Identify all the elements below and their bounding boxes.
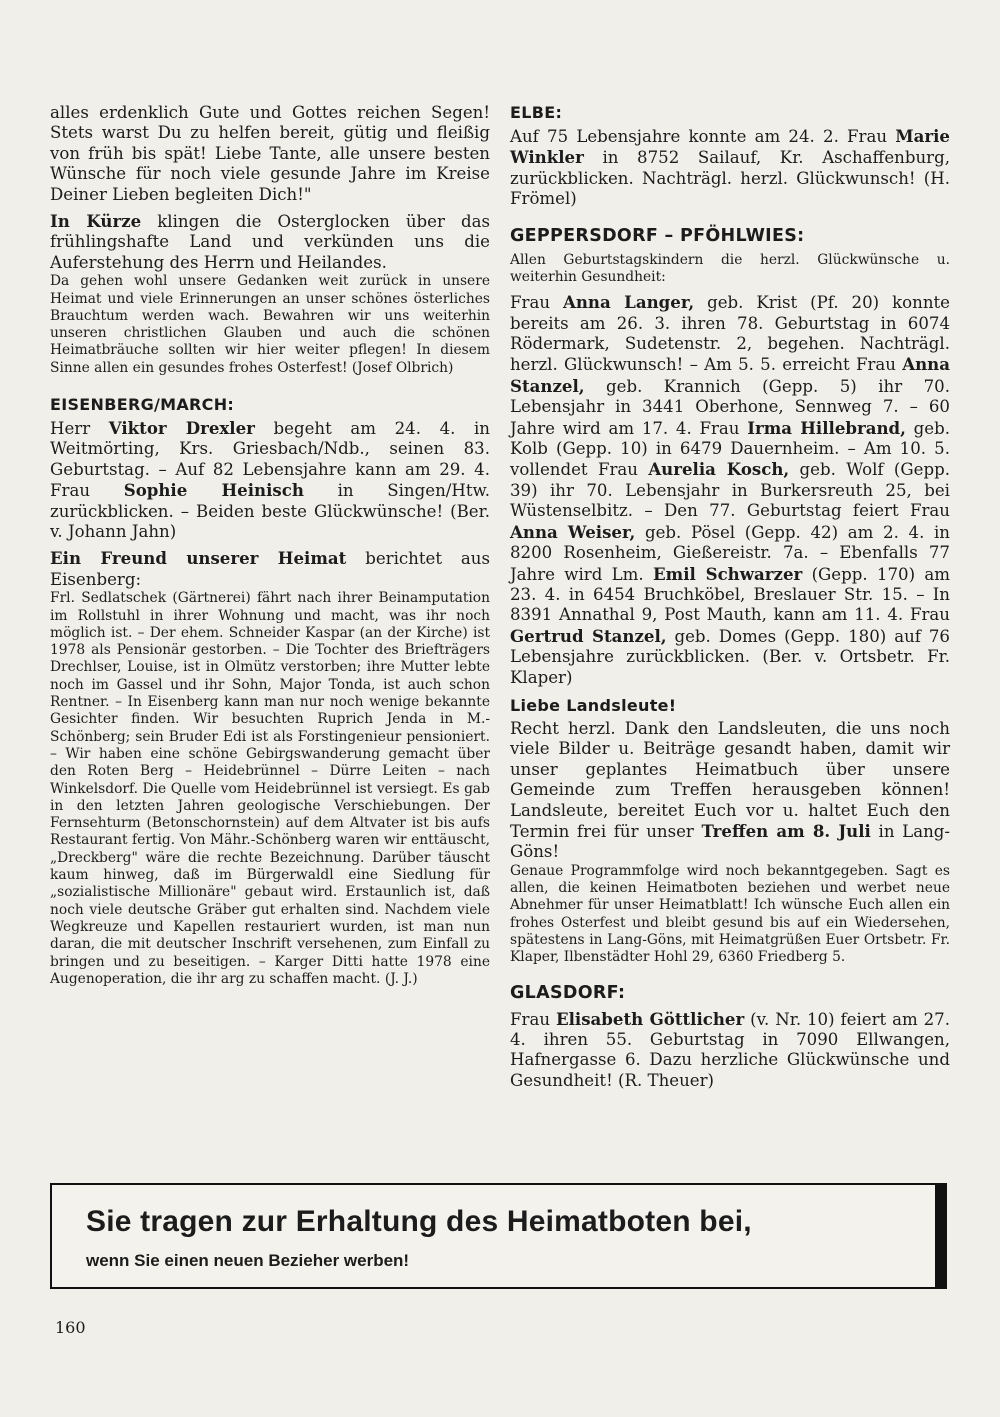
text: geb. Pösel (Gepp. 42) am 2. 4. in 8200 Rosenheim, Gießereistr. 7a. – Ebenfalls 77 Jahre wird Lm. <box>510 522 950 584</box>
text: Recht herzl. Dank den Landsleuten, die uns noch viele Bilder u. Beiträge gesandt haben, damit wir unser geplantes Heimatbuch über unsere Gemeinde zum Treffen herausgeben können! Landsleute, bereitet Euch vor u. haltet Euch den Termin frei für unser <box>510 718 950 841</box>
person-name: Emil Schwarzer <box>652 563 803 584</box>
text: Frau <box>510 1009 556 1029</box>
text: (Gepp. 170) am 23. 4. in 6454 Bruchköbel, Breslauer Str. 15. – In 8391 Annathal 9, Post Mauth, kann am 11. 4. Frau <box>510 564 951 625</box>
right-column <box>510 103 950 1091</box>
friend-report: Frl. Sedlatschek (Gärtnerei) fährt nach ihrer Beinamputation im Rollstuhl in ihrer Wohnung und macht, was ihr noch möglich ist. – Der ehem. Schneider Kaspar (an der Kirche) ist 1978 als Pensionär gestorben. – Die Tochter des Briefträgers Drechlser, Louise, ist in Olmütz verstorben; ihre Mutter lebte noch im Gassel und ihr Sohn, Major Tonda, ist auch schon Rentner. – In Eisenberg kann man nur noch wenige bekannte Gesichter finden. Wir besuchten Ruprich Jenda in M.-Schönberg; sein Bruder Edi ist als Forstingenieur pensioniert. – Wir haben eine schöne Gebirgswanderung gemacht über den Roten Berg – Heidebrünnel – Dürre Leiten – nach Winkelsdorf. Die Quelle vom Heidebrünnel ist versiegt. Es gab in den letzten Jahren geologische Verschiebungen. Der Fernsehturm (Betonschornstein) auf dem Altvater ist bis aufs Restaurant fertig. Von Mähr.-Schönberg waren wir enttäuscht, „Dreckberg" wäre die rechte Bezeichnung. Darüber täuscht kaum hinweg, daß im Bürgerwaldl eine Siedlung für „sozialistische Millionäre" gebaut wird. Erstaunlich ist, daß noch viele deutsche Gräber gut erhalten sind. Nachdem viele Wegkreuze und Kapellen restauriert wurden, ist man nun daran, die mit deutscher Inschrift versehenen, zum Einfall zu bringen und zu beseitigen. – Karger Ditti hatte 1978 eine Augenoperation, die ihr arg zu schaffen macht. (J. J.) <box>50 590 490 987</box>
page-number: 160 <box>55 1318 86 1337</box>
text: (v. Nr. 10) feiert am 27. 4. ihren 55. Geburtstag in 7090 Ellwangen, Hafnergasse 6. Dazu herzliche Glückwünsche und Gesundheit! (R. Theuer) <box>510 1009 950 1090</box>
person-name: Anna Stanzel, <box>510 354 950 396</box>
eisenberg-heading: EISENBERG/MARCH: <box>50 395 235 415</box>
easter-paragraph <box>50 211 490 273</box>
text: begeht am 24. 4. in Weitmörting, Krs. Griesbach/Ndb., seinen 83. Geburtstag. – Auf 82 Lebensjahre kann am 29. 4. Frau <box>50 419 490 501</box>
glasdorf-paragraph <box>510 1009 950 1092</box>
text: geb. Wolf (Gepp. 39) ihr 70. Lebensjahr in Burkersreuth 25, bei Wüstenselbitz. – Den 77. Geburtstag feiert Frau <box>510 460 950 521</box>
person-name: Aurelia Kosch, <box>648 459 790 480</box>
elbe-heading: ELBE: <box>510 103 563 122</box>
text: Frau <box>510 293 563 313</box>
landsleute-heading: Liebe Landsleute! <box>510 695 677 715</box>
eisenberg-paragraph <box>50 418 490 542</box>
text: geb. Domes (Gepp. 180) auf 76 Lebensjahre zurückblicken. (Ber. v. Ortsbetr. Fr. Klaper) <box>510 626 950 687</box>
glasdorf-heading: GLASDORF: <box>510 982 626 1003</box>
person-name: Anna Weiser, <box>510 521 636 542</box>
easter-small-paragraph: Da gehen wohl unsere Gedanken weit zurück in unsere Heimat und viele Erinnerungen an unser schönes österliches Brauchtum werden wach. Bewahren wir uns weiterhin unseren christlichen Glauben und auch die schönen Heimatbräuche sollten wir hier weiter pflegen! In diesem Sinne allen ein gesundes frohes Osterfest! (Josef Olbrich) <box>50 273 490 376</box>
event-date: Treffen am 8. Juli <box>701 820 871 841</box>
landsleute-paragraph <box>510 719 950 863</box>
person-name: Sophie Heinisch <box>123 480 304 501</box>
banner-title: Sie tragen zur Erhaltung des Heimatboten bei, <box>86 1205 752 1238</box>
text: in Singen/Htw. zurückblicken. – Beiden beste Glückwünsche! (Ber. v. Johann Jahn) <box>50 481 490 542</box>
elbe-paragraph <box>510 126 950 210</box>
person-name: Gertrud Stanzel, <box>510 625 667 646</box>
person-name: Elisabeth Göttlicher <box>555 1008 745 1029</box>
text: Herr <box>50 419 109 439</box>
person-name: Anna Langer, <box>562 292 695 313</box>
person-name: Viktor Drexler <box>108 418 255 439</box>
text: in Lang-Göns! <box>510 821 951 862</box>
banner-side-bar <box>935 1185 945 1287</box>
landsleute-small: Genaue Programmfolge wird noch bekanntgegeben. Sagt es allen, die keinen Heimatboten beziehen und werbet neue Abnehmer für unser Heimatblatt! Ich wünsche Euch allen ein frohes Osterfest und bleibt gesund bis auf ein Wiedersehen, spätestens in Lang-Göns, mit Heimatgrüßen Euer Ortsbetr. Fr. Klaper, Ilbenstädter Hohl 29, 6360 Friedberg 5. <box>510 862 950 966</box>
geppersdorf-paragraph <box>510 292 950 688</box>
geppersdorf-heading: GEPPERSDORF – PFÖHLWIES: <box>510 225 805 246</box>
text: geb. Kolb (Gepp. 10) in 6479 Dauernheim. – Am 10. 5. vollendet Frau <box>510 418 951 480</box>
person-name: Irma Hillebrand, <box>747 417 906 438</box>
text: in 8752 Sailauf, Kr. Aschaffenburg, zurückblicken. Nachträgl. herzl. Glückwunsch! (H. Frömel) <box>510 148 950 209</box>
subscription-banner <box>50 1183 947 1289</box>
friend-lead: Ein Freund unserer Heimat <box>50 548 347 569</box>
left-column <box>50 103 490 988</box>
text: geb. Krannich (Gepp. 5) ihr 70. Lebensjahr in 3441 Oberhone, Sennweg 7. – 60 Jahre wird am 17. 4. Frau <box>510 376 950 438</box>
person-name: Marie Winkler <box>510 126 950 168</box>
friend-paragraph <box>50 548 490 590</box>
text: geb. Krist (Pf. 20) konnte bereits am 26. 3. ihren 78. Geburtstag in 6074 Rödermark, Sudetenstr. 2, begehen. Nachträgl. herzl. Glückwunsch! – Am 5. 5. erreicht Frau <box>510 293 950 375</box>
easter-text: klingen die Osterglocken über das frühlingshafte Land und verkünden uns die Auferstehung des Herrn und Heilandes. <box>50 212 490 272</box>
intro-paragraph: alles erdenklich Gute und Gottes reichen Segen! Stets warst Du zu helfen bereit, gütig und fleißig von früh bis spät! Liebe Tante, alle unsere besten Wünsche für noch viele gesunde Jahre im Kreise Deiner Lieben begleiten Dich!" <box>50 103 490 204</box>
geppersdorf-intro: Allen Geburtstagskindern die herzl. Glückwünsche u. weiterhin Gesundheit: <box>510 251 950 285</box>
friend-text: berichtet aus Eisenberg: <box>50 549 491 589</box>
easter-lead: In Kürze <box>50 211 142 232</box>
text: Auf 75 Lebensjahre konnte am 24. 2. Frau <box>510 127 896 146</box>
banner-subtitle: wenn Sie einen neuen Bezieher werben! <box>86 1251 410 1270</box>
